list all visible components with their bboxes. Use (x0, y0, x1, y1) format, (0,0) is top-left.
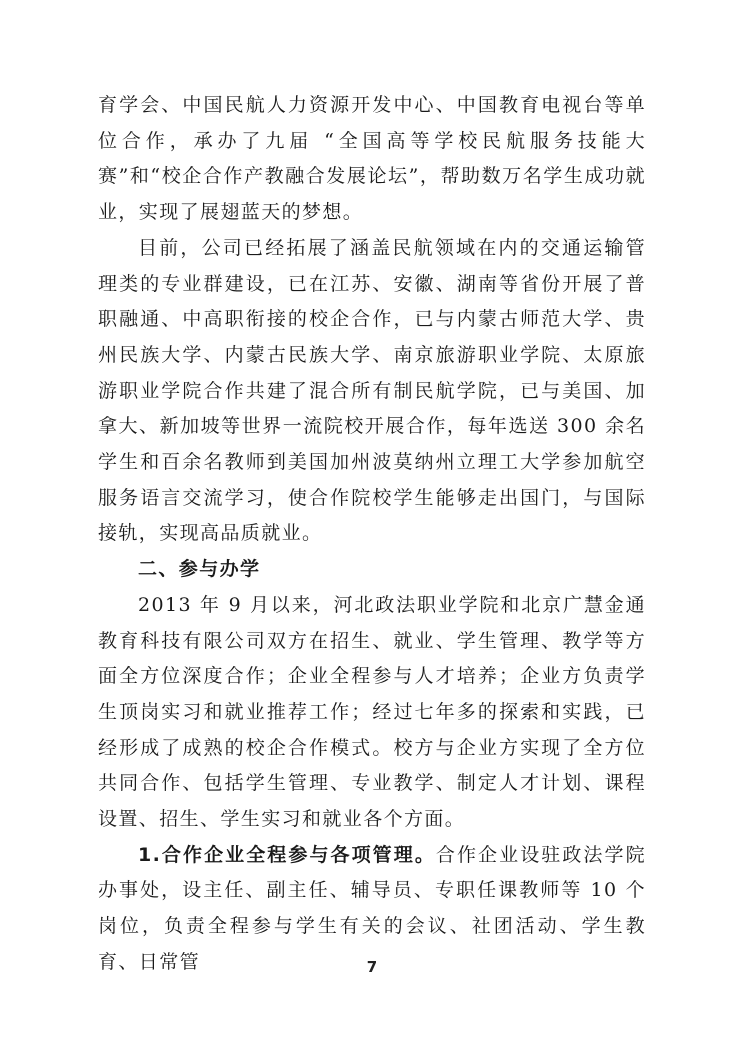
paragraph-lead-title: 1.合作企业全程参与各项管理。 (138, 843, 436, 866)
section-heading-participation: 二、参与办学 (138, 558, 261, 581)
paragraph-cooperation-intro: 育学会、中国民航人力资源开发中心、中国教育电视台等单位合作，承办了九届 “全国高等学校民航服务技能大赛”和“校企合作产教融合发展论坛”，帮助数万名学生成功就业，实现了展翅蓝天的梦想。 (98, 94, 646, 224)
paragraph-school-enterprise-cooperation: 2013 年 9 月以来，河北政法职业学院和北京广慧金通教育科技有限公司双方在招生、就业、学生管理、教学等方面全方位深度合作；企业全程参与人才培养；企业方负责学生顶岗实习和就业推荐工作；经过七年多的探索和实践，已经形成了成熟的校企合作模式。校方与企业方实现了全方位共同合作、包括学生管理、专业教学、制定人才计划、课程设置、招生、学生实习和就业各个方面。 (98, 593, 646, 831)
page-number: 7 (366, 958, 378, 976)
paragraph-lead-body: 合作企业设驻政法学院办事处，设主任、副主任、辅导员、专职任课教师等 10 个岗位，负责全程参与学生有关的会议、社团活动、学生教育、日常管 (98, 843, 646, 973)
paragraph-company-expansion: 目前，公司已经拓展了涵盖民航领域在内的交通运输管理类的专业群建设，已在江苏、安徽、湖南等省份开展了普职融通、中高职衔接的校企合作，已与内蒙古师范大学、贵州民族大学、内蒙古民族大学、南京旅游职业学院、太原旅游职业学院合作共建了混合所有制民航学院，已与美国、加拿大、新加坡等世界一流院校开展合作，每年选送 300 余名学生和百余名教师到美国加州波莫纳州立理工大学参加航空服务语言交流学习，使合作院校学生能够走出国门，与国际接轨，实现高品质就业。 (98, 236, 646, 545)
document-body (98, 88, 646, 981)
